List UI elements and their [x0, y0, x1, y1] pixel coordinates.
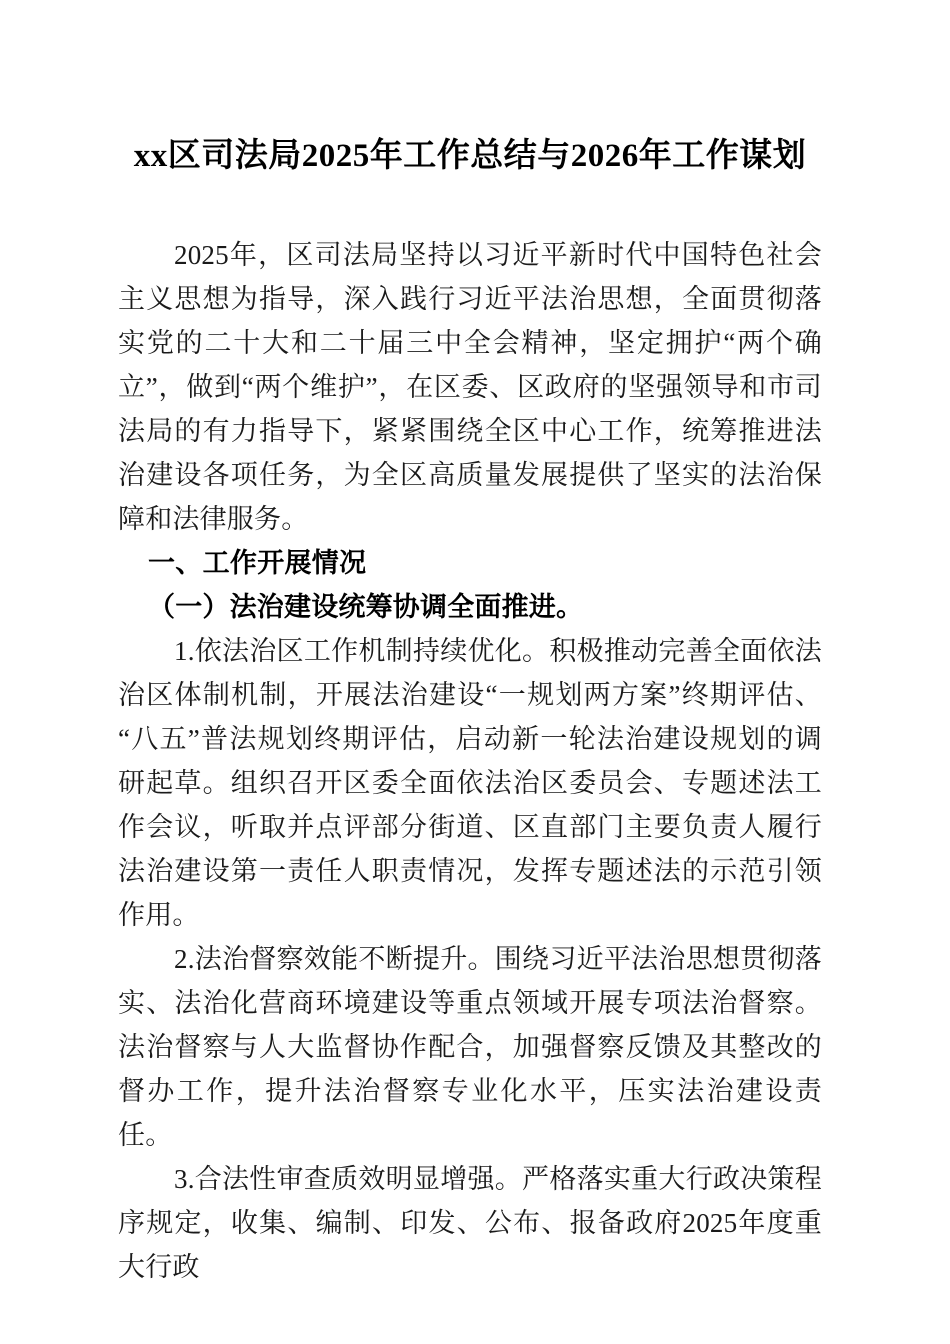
- paragraph-item-2: 2.法治督察效能不断提升。围绕习近平法治思想贯彻落实、法治化营商环境建设等重点领域开展专项法治督察。法治督察与人大监督协作配合，加强督察反馈及其整改的督办工作，提升法治督察专业化水平，压实法治建设责任。: [118, 944, 822, 1150]
- paragraph-item-1: 1.依法治区工作机制持续优化。积极推动完善全面依法治区体制机制，开展法治建设“一规划两方案”终期评估、“八五”普法规划终期评估，启动新一轮法治建设规划的调研起草。组织召开区委全面依法治区委员会、专题述法工作会议，听取并点评部分街道、区直部门主要负责人履行法治建设第一责任人职责情况，发挥专题述法的示范引领作用。: [118, 636, 822, 930]
- page-title: xx区司法局2025年工作总结与2026年工作谋划: [133, 138, 807, 174]
- paragraph-opening: 2025年，区司法局坚持以习近平新时代中国特色社会主义思想为指导，深入践行习近平法治思想，全面贯彻落实党的二十大和二十届三中全会精神，坚定拥护“两个确立”，做到“两个维护”，在区委、区政府的坚强领导和市司法局的有力指导下，紧紧围绕全区中心工作，统筹推进法治建设各项任务，为全区高质量发展提供了坚实的法治保障和法律服务。: [118, 240, 822, 534]
- paragraph-item-3: 3.合法性审查质效明显增强。严格落实重大行政决策程序规定，收集、编制、印发、公布、报备政府2025年度重大行政: [118, 1164, 822, 1282]
- document-content-column: [118, 0, 822, 1289]
- heading-subsection-one-one: （一）法治建设统筹协调全面推进。: [148, 592, 584, 622]
- heading-section-one: 一、工作开展情况: [148, 548, 367, 578]
